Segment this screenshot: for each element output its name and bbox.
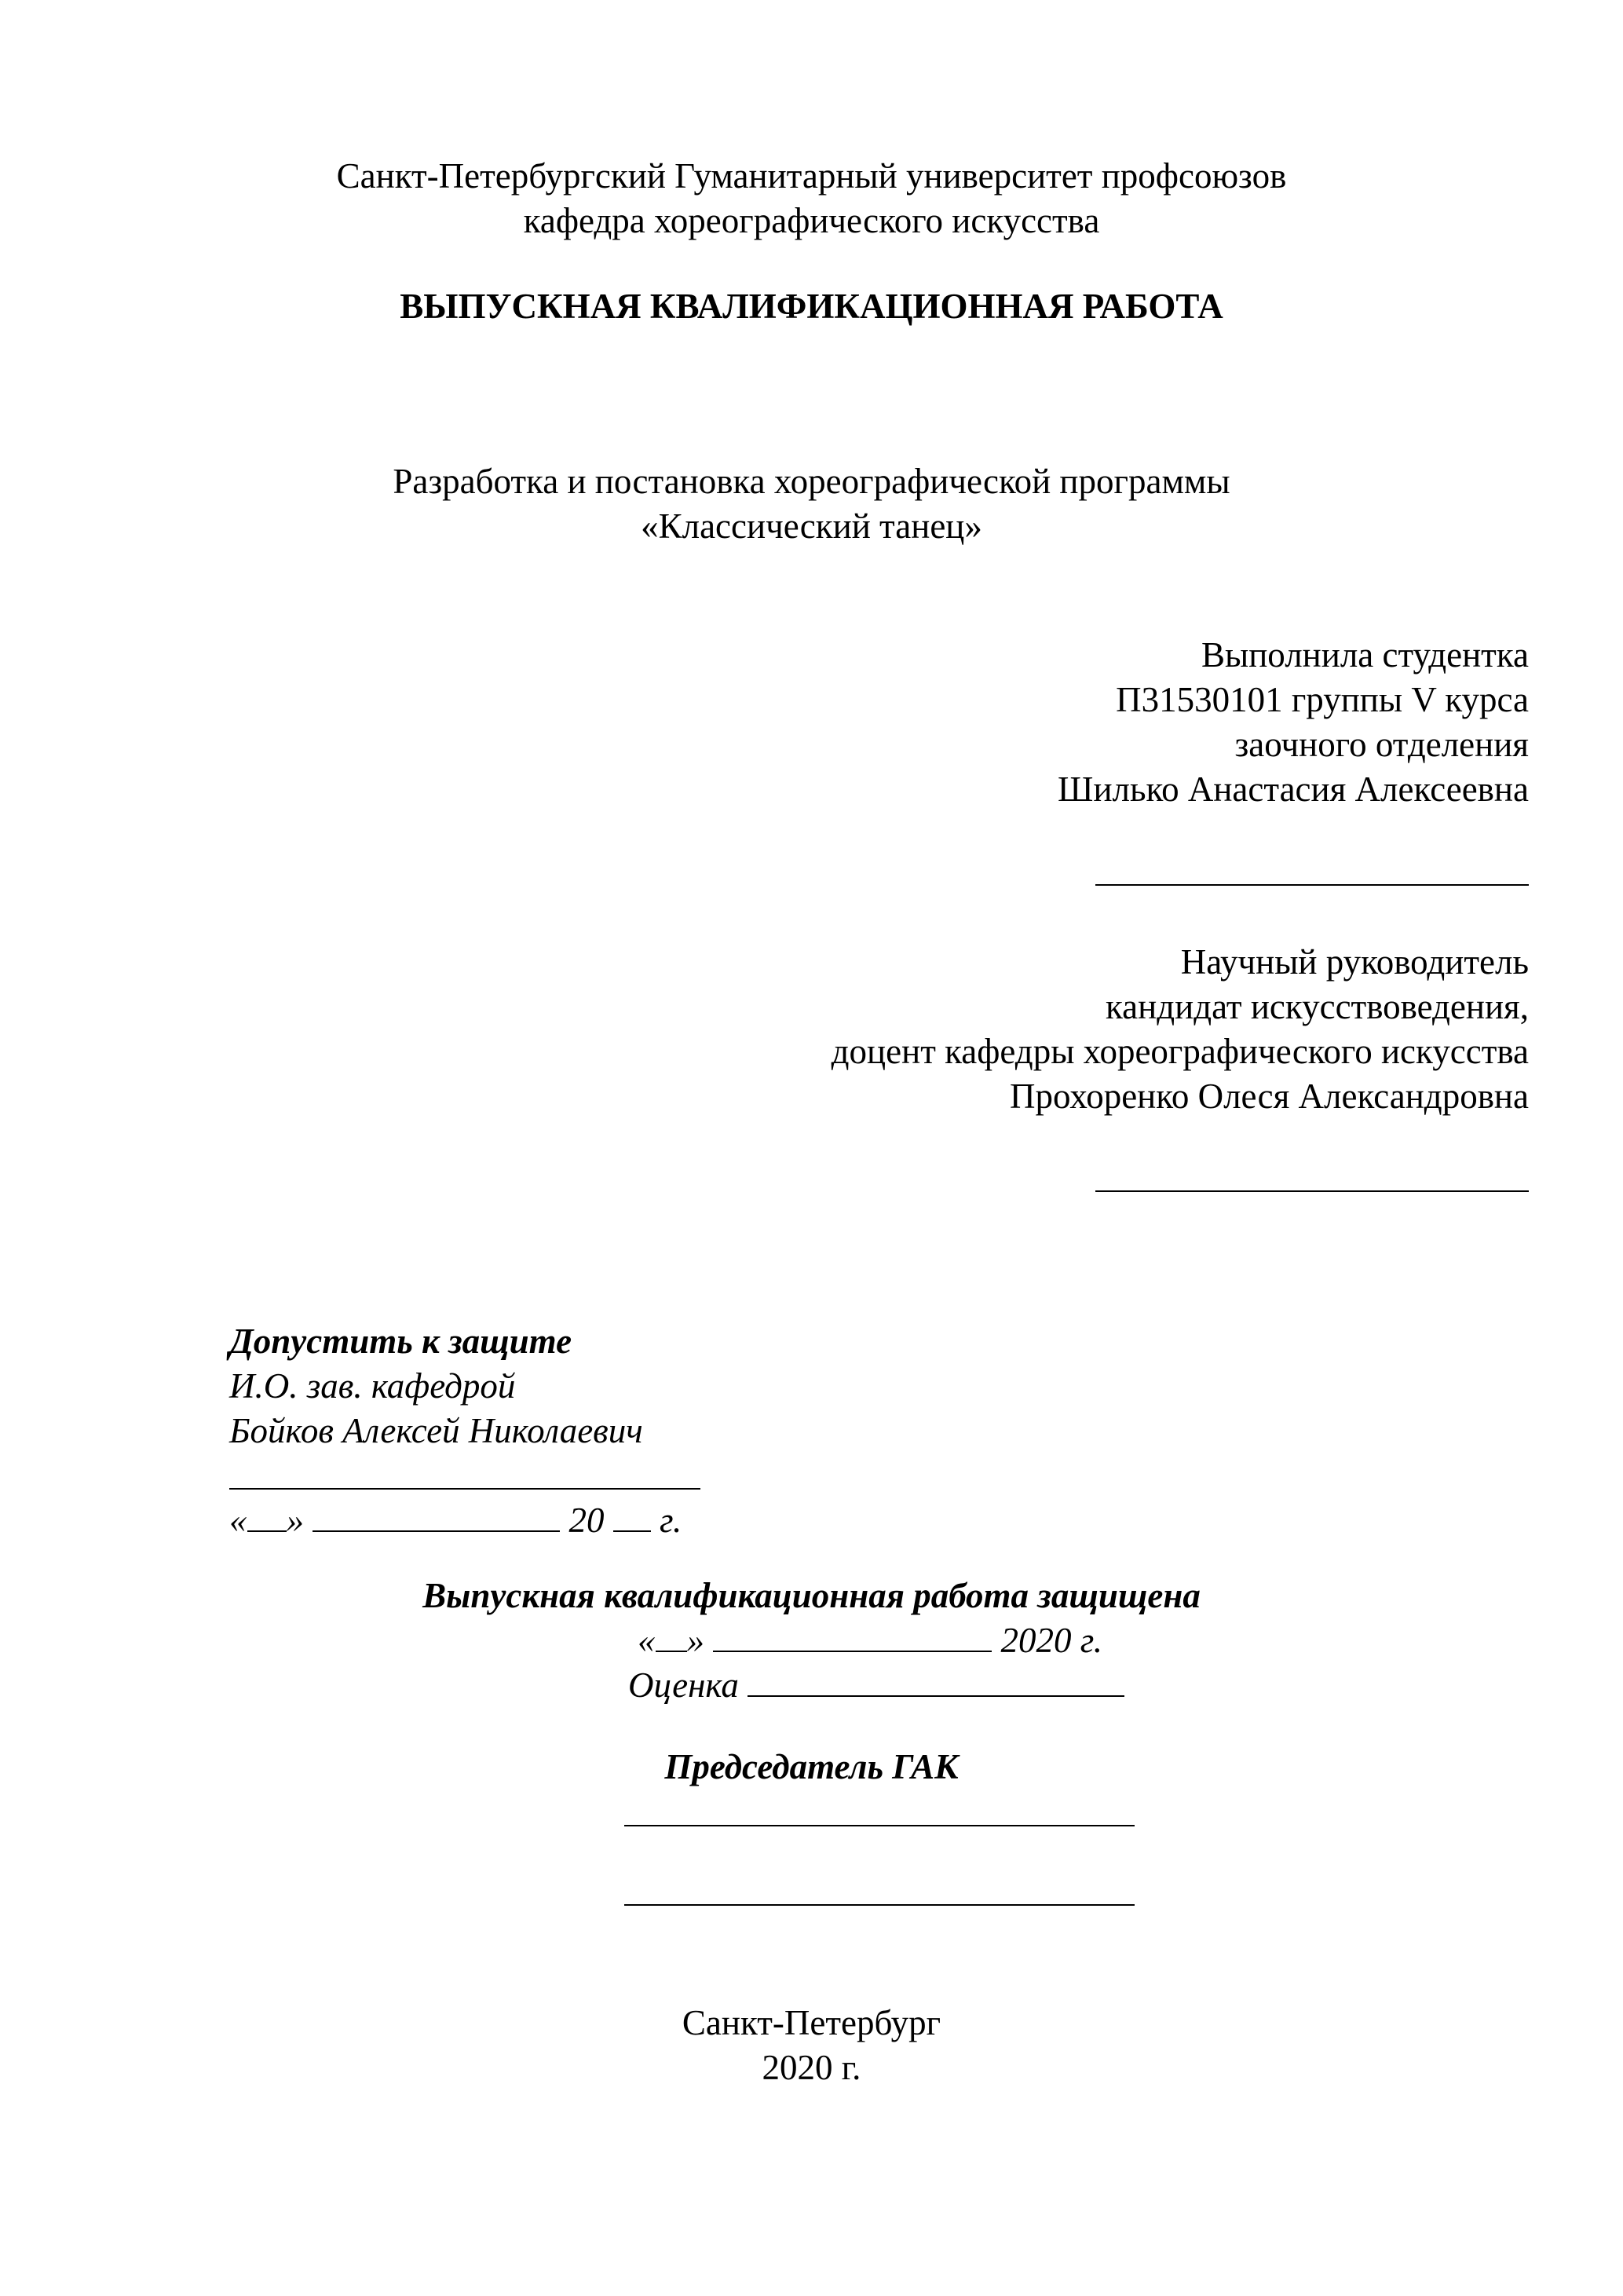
admission-signature-line <box>229 1488 700 1490</box>
admission-date-suffix: г. <box>660 1501 682 1540</box>
defense-day-blank <box>656 1622 687 1652</box>
department-name: кафедра хореографического искусства <box>523 201 1100 240</box>
supervisor-line-3: доцент кафедры хореографического искусства <box>831 1032 1529 1071</box>
admission-date-year: 20 <box>568 1501 605 1540</box>
student-line-2: П31530101 группы V курса <box>1116 680 1529 719</box>
chair-signature-line-2 <box>624 1904 1135 1906</box>
footer-city: Санкт-Петербург <box>682 2003 941 2042</box>
student-line-3: заочного отделения <box>1234 725 1529 764</box>
student-signature-line <box>1095 884 1529 886</box>
chair-signature-line-1 <box>624 1825 1135 1826</box>
student-line-1: Выполнила студентка <box>1201 635 1529 675</box>
university-name: Санкт-Петербургский Гуманитарный университет профсоюзов <box>336 156 1287 196</box>
admission-name: Бойков Алексей Николаевич <box>229 1411 643 1450</box>
defense-heading: Выпускная квалификационная работа защищена <box>422 1576 1201 1615</box>
admission-date <box>229 1498 682 1542</box>
supervisor-line-1: Научный руководитель <box>1180 942 1529 982</box>
admission-date-close-quote: » <box>286 1501 304 1540</box>
defense-date-year: 2020 г. <box>1000 1621 1102 1660</box>
admission-year-blank <box>613 1502 651 1532</box>
admission-month-blank <box>313 1502 560 1532</box>
commission-chair: Председатель ГАК <box>664 1747 959 1786</box>
defense-date-open-quote: « <box>638 1621 656 1660</box>
defense-grade-label: Оценка <box>628 1665 739 1705</box>
topic-line-2: «Классический танец» <box>641 506 982 546</box>
footer-year: 2020 г. <box>762 2048 861 2087</box>
defense-grade-blank <box>748 1667 1124 1697</box>
supervisor-line-2: кандидат искусствоведения, <box>1105 987 1529 1026</box>
admission-heading: Допустить к защите <box>229 1322 572 1361</box>
document-title: ВЫПУСКНАЯ КВАЛИФИКАЦИОННАЯ РАБОТА <box>400 287 1223 326</box>
admission-date-open-quote: « <box>229 1501 247 1540</box>
defense-grade <box>628 1663 1124 1707</box>
topic-line-1: Разработка и постановка хореографической программы <box>393 462 1230 501</box>
supervisor-name: Прохоренко Олеся Александровна <box>1010 1077 1529 1116</box>
defense-month-blank <box>713 1622 992 1652</box>
defense-date-close-quote: » <box>686 1621 704 1660</box>
admission-role: И.О. зав. кафедрой <box>229 1366 516 1406</box>
admission-day-blank <box>247 1502 287 1532</box>
supervisor-signature-line <box>1095 1190 1529 1192</box>
defense-date <box>638 1618 1102 1662</box>
student-name: Шилько Анастасия Алексеевна <box>1058 770 1529 809</box>
